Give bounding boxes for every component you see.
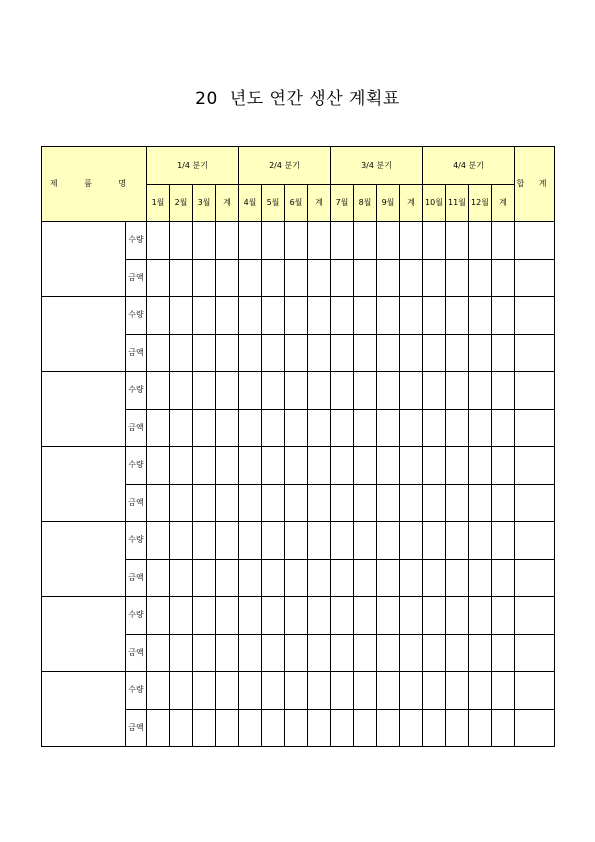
value-cell[interactable] bbox=[308, 409, 331, 447]
value-cell[interactable] bbox=[400, 447, 423, 485]
value-cell[interactable] bbox=[170, 297, 193, 335]
amount-label: 금액 bbox=[126, 334, 147, 372]
value-cell[interactable] bbox=[193, 297, 216, 335]
value-cell[interactable] bbox=[469, 222, 492, 260]
value-cell[interactable] bbox=[170, 672, 193, 710]
value-cell[interactable] bbox=[492, 709, 515, 747]
value-cell[interactable] bbox=[469, 297, 492, 335]
product-name-cell[interactable] bbox=[42, 672, 126, 747]
header-quarter-1: 1/4 분기 bbox=[147, 147, 239, 185]
table-row bbox=[42, 297, 555, 335]
value-cell[interactable] bbox=[400, 672, 423, 710]
value-cell[interactable] bbox=[193, 372, 216, 410]
value-cell[interactable] bbox=[400, 259, 423, 297]
value-cell[interactable] bbox=[285, 634, 308, 672]
header-month: 8월 bbox=[354, 185, 377, 222]
value-cell[interactable] bbox=[216, 484, 239, 522]
header-month: 2월 bbox=[170, 185, 193, 222]
value-cell[interactable] bbox=[331, 709, 354, 747]
header-quarter-3: 3/4 분기 bbox=[331, 147, 423, 185]
value-cell[interactable] bbox=[239, 259, 262, 297]
value-cell[interactable] bbox=[308, 634, 331, 672]
value-cell[interactable] bbox=[469, 597, 492, 635]
value-cell[interactable] bbox=[377, 672, 400, 710]
value-cell[interactable] bbox=[492, 259, 515, 297]
value-cell[interactable] bbox=[285, 597, 308, 635]
value-cell[interactable] bbox=[423, 409, 446, 447]
value-cell[interactable] bbox=[239, 297, 262, 335]
value-cell[interactable] bbox=[285, 522, 308, 560]
value-cell[interactable] bbox=[423, 597, 446, 635]
product-name-cell[interactable] bbox=[42, 597, 126, 672]
value-cell[interactable] bbox=[377, 259, 400, 297]
value-cell[interactable] bbox=[193, 559, 216, 597]
value-cell[interactable] bbox=[492, 409, 515, 447]
value-cell[interactable] bbox=[377, 447, 400, 485]
quantity-label: 수량 bbox=[126, 522, 147, 560]
value-cell[interactable] bbox=[423, 634, 446, 672]
value-cell[interactable] bbox=[262, 634, 285, 672]
value-cell[interactable] bbox=[331, 484, 354, 522]
value-cell[interactable] bbox=[400, 409, 423, 447]
value-cell[interactable] bbox=[446, 372, 469, 410]
value-cell[interactable] bbox=[469, 522, 492, 560]
value-cell[interactable] bbox=[446, 709, 469, 747]
production-plan-table bbox=[41, 146, 555, 747]
value-cell[interactable] bbox=[469, 447, 492, 485]
value-cell[interactable] bbox=[400, 222, 423, 260]
value-cell[interactable] bbox=[239, 334, 262, 372]
quantity-label: 수량 bbox=[126, 297, 147, 335]
value-cell[interactable] bbox=[515, 709, 555, 747]
value-cell[interactable] bbox=[285, 409, 308, 447]
value-cell[interactable] bbox=[377, 559, 400, 597]
header-quarter-4: 4/4 분기 bbox=[423, 147, 515, 185]
value-cell[interactable] bbox=[400, 597, 423, 635]
value-cell[interactable] bbox=[446, 409, 469, 447]
value-cell[interactable] bbox=[216, 559, 239, 597]
value-cell[interactable] bbox=[147, 372, 170, 410]
value-cell[interactable] bbox=[446, 334, 469, 372]
value-cell[interactable] bbox=[423, 559, 446, 597]
value-cell[interactable] bbox=[515, 447, 555, 485]
quantity-label: 수량 bbox=[126, 372, 147, 410]
value-cell[interactable] bbox=[147, 672, 170, 710]
value-cell[interactable] bbox=[515, 372, 555, 410]
value-cell[interactable] bbox=[170, 484, 193, 522]
quantity-label: 수량 bbox=[126, 222, 147, 260]
value-cell[interactable] bbox=[308, 672, 331, 710]
value-cell[interactable] bbox=[377, 484, 400, 522]
header-month: 6월 bbox=[285, 185, 308, 222]
value-cell[interactable] bbox=[285, 672, 308, 710]
value-cell[interactable] bbox=[354, 672, 377, 710]
value-cell[interactable] bbox=[170, 222, 193, 260]
value-cell[interactable] bbox=[354, 409, 377, 447]
value-cell[interactable] bbox=[262, 334, 285, 372]
header-month: 9월 bbox=[377, 185, 400, 222]
value-cell[interactable] bbox=[308, 372, 331, 410]
value-cell[interactable] bbox=[446, 297, 469, 335]
product-name-cell[interactable] bbox=[42, 372, 126, 447]
value-cell[interactable] bbox=[308, 559, 331, 597]
value-cell[interactable] bbox=[331, 559, 354, 597]
value-cell[interactable] bbox=[308, 334, 331, 372]
value-cell[interactable] bbox=[193, 522, 216, 560]
value-cell[interactable] bbox=[239, 559, 262, 597]
value-cell[interactable] bbox=[216, 222, 239, 260]
value-cell[interactable] bbox=[147, 634, 170, 672]
value-cell[interactable] bbox=[147, 222, 170, 260]
header-month: 3월 bbox=[193, 185, 216, 222]
amount-label: 금액 bbox=[126, 709, 147, 747]
value-cell[interactable] bbox=[216, 522, 239, 560]
value-cell[interactable] bbox=[170, 522, 193, 560]
title-year: 20 bbox=[195, 89, 218, 109]
value-cell[interactable] bbox=[147, 334, 170, 372]
value-cell[interactable] bbox=[285, 297, 308, 335]
value-cell[interactable] bbox=[216, 297, 239, 335]
value-cell[interactable] bbox=[400, 372, 423, 410]
value-cell[interactable] bbox=[147, 447, 170, 485]
value-cell[interactable] bbox=[331, 222, 354, 260]
value-cell[interactable] bbox=[331, 334, 354, 372]
value-cell[interactable] bbox=[354, 297, 377, 335]
value-cell[interactable] bbox=[515, 297, 555, 335]
value-cell[interactable] bbox=[354, 222, 377, 260]
value-cell[interactable] bbox=[469, 409, 492, 447]
amount-label: 금액 bbox=[126, 484, 147, 522]
value-cell[interactable] bbox=[331, 409, 354, 447]
value-cell[interactable] bbox=[469, 709, 492, 747]
value-cell[interactable] bbox=[216, 259, 239, 297]
value-cell[interactable] bbox=[492, 372, 515, 410]
header-month: 12월 bbox=[469, 185, 492, 222]
product-name-cell[interactable] bbox=[42, 447, 126, 522]
header-subtotal: 계 bbox=[308, 185, 331, 222]
value-cell[interactable] bbox=[308, 447, 331, 485]
value-cell[interactable] bbox=[193, 484, 216, 522]
value-cell[interactable] bbox=[354, 634, 377, 672]
value-cell[interactable] bbox=[492, 634, 515, 672]
value-cell[interactable] bbox=[354, 259, 377, 297]
value-cell[interactable] bbox=[377, 597, 400, 635]
value-cell[interactable] bbox=[193, 222, 216, 260]
value-cell[interactable] bbox=[377, 409, 400, 447]
value-cell[interactable] bbox=[170, 259, 193, 297]
header-month: 1월 bbox=[147, 185, 170, 222]
value-cell[interactable] bbox=[262, 597, 285, 635]
value-cell[interactable] bbox=[400, 297, 423, 335]
value-cell[interactable] bbox=[170, 597, 193, 635]
value-cell[interactable] bbox=[515, 597, 555, 635]
amount-label: 금액 bbox=[126, 259, 147, 297]
value-cell[interactable] bbox=[170, 634, 193, 672]
table-row bbox=[42, 522, 555, 560]
value-cell[interactable] bbox=[377, 372, 400, 410]
value-cell[interactable] bbox=[331, 372, 354, 410]
quantity-label: 수량 bbox=[126, 597, 147, 635]
header-quarter-2: 2/4 분기 bbox=[239, 147, 331, 185]
value-cell[interactable] bbox=[285, 709, 308, 747]
value-cell[interactable] bbox=[193, 634, 216, 672]
value-cell[interactable] bbox=[492, 484, 515, 522]
value-cell[interactable] bbox=[423, 484, 446, 522]
value-cell[interactable] bbox=[446, 597, 469, 635]
product-name-cell[interactable] bbox=[42, 522, 126, 597]
value-cell[interactable] bbox=[262, 559, 285, 597]
value-cell[interactable] bbox=[423, 259, 446, 297]
value-cell[interactable] bbox=[354, 447, 377, 485]
value-cell[interactable] bbox=[147, 484, 170, 522]
value-cell[interactable] bbox=[377, 709, 400, 747]
product-name-cell[interactable] bbox=[42, 297, 126, 372]
value-cell[interactable] bbox=[469, 559, 492, 597]
value-cell[interactable] bbox=[216, 372, 239, 410]
value-cell[interactable] bbox=[239, 709, 262, 747]
value-cell[interactable] bbox=[400, 709, 423, 747]
value-cell[interactable] bbox=[331, 297, 354, 335]
value-cell[interactable] bbox=[285, 484, 308, 522]
header-total: 합 계 bbox=[515, 147, 555, 222]
value-cell[interactable] bbox=[262, 409, 285, 447]
value-cell[interactable] bbox=[308, 259, 331, 297]
value-cell[interactable] bbox=[193, 672, 216, 710]
value-cell[interactable] bbox=[262, 297, 285, 335]
value-cell[interactable] bbox=[515, 259, 555, 297]
value-cell[interactable] bbox=[285, 447, 308, 485]
value-cell[interactable] bbox=[446, 559, 469, 597]
value-cell[interactable] bbox=[147, 522, 170, 560]
value-cell[interactable] bbox=[170, 372, 193, 410]
value-cell[interactable] bbox=[308, 709, 331, 747]
value-cell[interactable] bbox=[308, 297, 331, 335]
header-month: 4월 bbox=[239, 185, 262, 222]
value-cell[interactable] bbox=[331, 672, 354, 710]
value-cell[interactable] bbox=[423, 222, 446, 260]
value-cell[interactable] bbox=[492, 447, 515, 485]
value-cell[interactable] bbox=[239, 522, 262, 560]
value-cell[interactable] bbox=[216, 672, 239, 710]
value-cell[interactable] bbox=[492, 597, 515, 635]
plan-body bbox=[42, 222, 555, 747]
value-cell[interactable] bbox=[446, 672, 469, 710]
value-cell[interactable] bbox=[354, 709, 377, 747]
value-cell[interactable] bbox=[492, 522, 515, 560]
value-cell[interactable] bbox=[492, 297, 515, 335]
value-cell[interactable] bbox=[193, 409, 216, 447]
value-cell[interactable] bbox=[423, 334, 446, 372]
value-cell[interactable] bbox=[285, 372, 308, 410]
value-cell[interactable] bbox=[400, 334, 423, 372]
value-cell[interactable] bbox=[515, 559, 555, 597]
value-cell[interactable] bbox=[331, 634, 354, 672]
value-cell[interactable] bbox=[193, 447, 216, 485]
value-cell[interactable] bbox=[515, 222, 555, 260]
value-cell[interactable] bbox=[147, 297, 170, 335]
value-cell[interactable] bbox=[216, 634, 239, 672]
value-cell[interactable] bbox=[239, 672, 262, 710]
value-cell[interactable] bbox=[239, 597, 262, 635]
value-cell[interactable] bbox=[492, 334, 515, 372]
value-cell[interactable] bbox=[262, 222, 285, 260]
header-month: 10월 bbox=[423, 185, 446, 222]
value-cell[interactable] bbox=[446, 634, 469, 672]
title-text: 년도 연간 생산 계획표 bbox=[229, 89, 400, 109]
value-cell[interactable] bbox=[446, 447, 469, 485]
value-cell[interactable] bbox=[308, 522, 331, 560]
value-cell[interactable] bbox=[331, 259, 354, 297]
value-cell[interactable] bbox=[354, 597, 377, 635]
value-cell[interactable] bbox=[216, 334, 239, 372]
value-cell[interactable] bbox=[400, 522, 423, 560]
header-month: 7월 bbox=[331, 185, 354, 222]
value-cell[interactable] bbox=[262, 522, 285, 560]
value-cell[interactable] bbox=[446, 522, 469, 560]
value-cell[interactable] bbox=[308, 597, 331, 635]
header-subtotal: 계 bbox=[216, 185, 239, 222]
header-product-name: 제 품 명 bbox=[42, 147, 147, 222]
value-cell[interactable] bbox=[515, 672, 555, 710]
value-cell[interactable] bbox=[170, 709, 193, 747]
value-cell[interactable] bbox=[446, 222, 469, 260]
value-cell[interactable] bbox=[216, 447, 239, 485]
value-cell[interactable] bbox=[515, 334, 555, 372]
value-cell[interactable] bbox=[423, 297, 446, 335]
value-cell[interactable] bbox=[239, 222, 262, 260]
value-cell[interactable] bbox=[515, 409, 555, 447]
product-name-cell[interactable] bbox=[42, 222, 126, 297]
value-cell[interactable] bbox=[469, 372, 492, 410]
value-cell[interactable] bbox=[147, 259, 170, 297]
value-cell[interactable] bbox=[147, 409, 170, 447]
value-cell[interactable] bbox=[331, 522, 354, 560]
value-cell[interactable] bbox=[170, 409, 193, 447]
value-cell[interactable] bbox=[354, 559, 377, 597]
value-cell[interactable] bbox=[446, 259, 469, 297]
value-cell[interactable] bbox=[285, 259, 308, 297]
value-cell[interactable] bbox=[216, 709, 239, 747]
amount-label: 금액 bbox=[126, 409, 147, 447]
value-cell[interactable] bbox=[377, 222, 400, 260]
value-cell[interactable] bbox=[331, 447, 354, 485]
value-cell[interactable] bbox=[515, 522, 555, 560]
value-cell[interactable] bbox=[469, 672, 492, 710]
value-cell[interactable] bbox=[262, 672, 285, 710]
value-cell[interactable] bbox=[262, 447, 285, 485]
table-row bbox=[42, 372, 555, 410]
value-cell[interactable] bbox=[285, 222, 308, 260]
value-cell[interactable] bbox=[469, 634, 492, 672]
header-subtotal: 계 bbox=[400, 185, 423, 222]
value-cell[interactable] bbox=[285, 334, 308, 372]
value-cell[interactable] bbox=[423, 672, 446, 710]
amount-label: 금액 bbox=[126, 559, 147, 597]
value-cell[interactable] bbox=[354, 334, 377, 372]
value-cell[interactable] bbox=[193, 597, 216, 635]
value-cell[interactable] bbox=[193, 259, 216, 297]
value-cell[interactable] bbox=[469, 259, 492, 297]
value-cell[interactable] bbox=[239, 484, 262, 522]
value-cell[interactable] bbox=[400, 484, 423, 522]
value-cell[interactable] bbox=[216, 597, 239, 635]
header-month: 5월 bbox=[262, 185, 285, 222]
quantity-label: 수량 bbox=[126, 447, 147, 485]
value-cell[interactable] bbox=[423, 372, 446, 410]
value-cell[interactable] bbox=[239, 372, 262, 410]
value-cell[interactable] bbox=[216, 409, 239, 447]
value-cell[interactable] bbox=[262, 484, 285, 522]
value-cell[interactable] bbox=[469, 484, 492, 522]
value-cell[interactable] bbox=[354, 522, 377, 560]
value-cell[interactable] bbox=[423, 447, 446, 485]
value-cell[interactable] bbox=[170, 559, 193, 597]
value-cell[interactable] bbox=[239, 447, 262, 485]
table-row bbox=[42, 672, 555, 710]
value-cell[interactable] bbox=[308, 484, 331, 522]
table-row bbox=[42, 597, 555, 635]
value-cell[interactable] bbox=[492, 672, 515, 710]
value-cell[interactable] bbox=[170, 334, 193, 372]
value-cell[interactable] bbox=[377, 297, 400, 335]
value-cell[interactable] bbox=[515, 634, 555, 672]
value-cell[interactable] bbox=[331, 597, 354, 635]
value-cell[interactable] bbox=[400, 559, 423, 597]
value-cell[interactable] bbox=[377, 634, 400, 672]
value-cell[interactable] bbox=[446, 484, 469, 522]
value-cell[interactable] bbox=[423, 522, 446, 560]
value-cell[interactable] bbox=[515, 484, 555, 522]
value-cell[interactable] bbox=[354, 372, 377, 410]
header-month: 11월 bbox=[446, 185, 469, 222]
value-cell[interactable] bbox=[193, 709, 216, 747]
value-cell[interactable] bbox=[492, 559, 515, 597]
page-title bbox=[0, 84, 595, 109]
value-cell[interactable] bbox=[193, 334, 216, 372]
header-subtotal: 계 bbox=[492, 185, 515, 222]
value-cell[interactable] bbox=[262, 259, 285, 297]
value-cell[interactable] bbox=[308, 222, 331, 260]
value-cell[interactable] bbox=[262, 709, 285, 747]
value-cell[interactable] bbox=[239, 634, 262, 672]
value-cell[interactable] bbox=[285, 559, 308, 597]
value-cell[interactable] bbox=[239, 409, 262, 447]
value-cell[interactable] bbox=[147, 597, 170, 635]
value-cell[interactable] bbox=[469, 334, 492, 372]
value-cell[interactable] bbox=[262, 372, 285, 410]
value-cell[interactable] bbox=[377, 334, 400, 372]
value-cell[interactable] bbox=[400, 634, 423, 672]
value-cell[interactable] bbox=[423, 709, 446, 747]
value-cell[interactable] bbox=[170, 447, 193, 485]
amount-label: 금액 bbox=[126, 634, 147, 672]
value-cell[interactable] bbox=[492, 222, 515, 260]
value-cell[interactable] bbox=[377, 522, 400, 560]
value-cell[interactable] bbox=[147, 559, 170, 597]
table-row bbox=[42, 447, 555, 485]
table-row bbox=[42, 222, 555, 260]
value-cell[interactable] bbox=[354, 484, 377, 522]
value-cell[interactable] bbox=[147, 709, 170, 747]
quantity-label: 수량 bbox=[126, 672, 147, 710]
